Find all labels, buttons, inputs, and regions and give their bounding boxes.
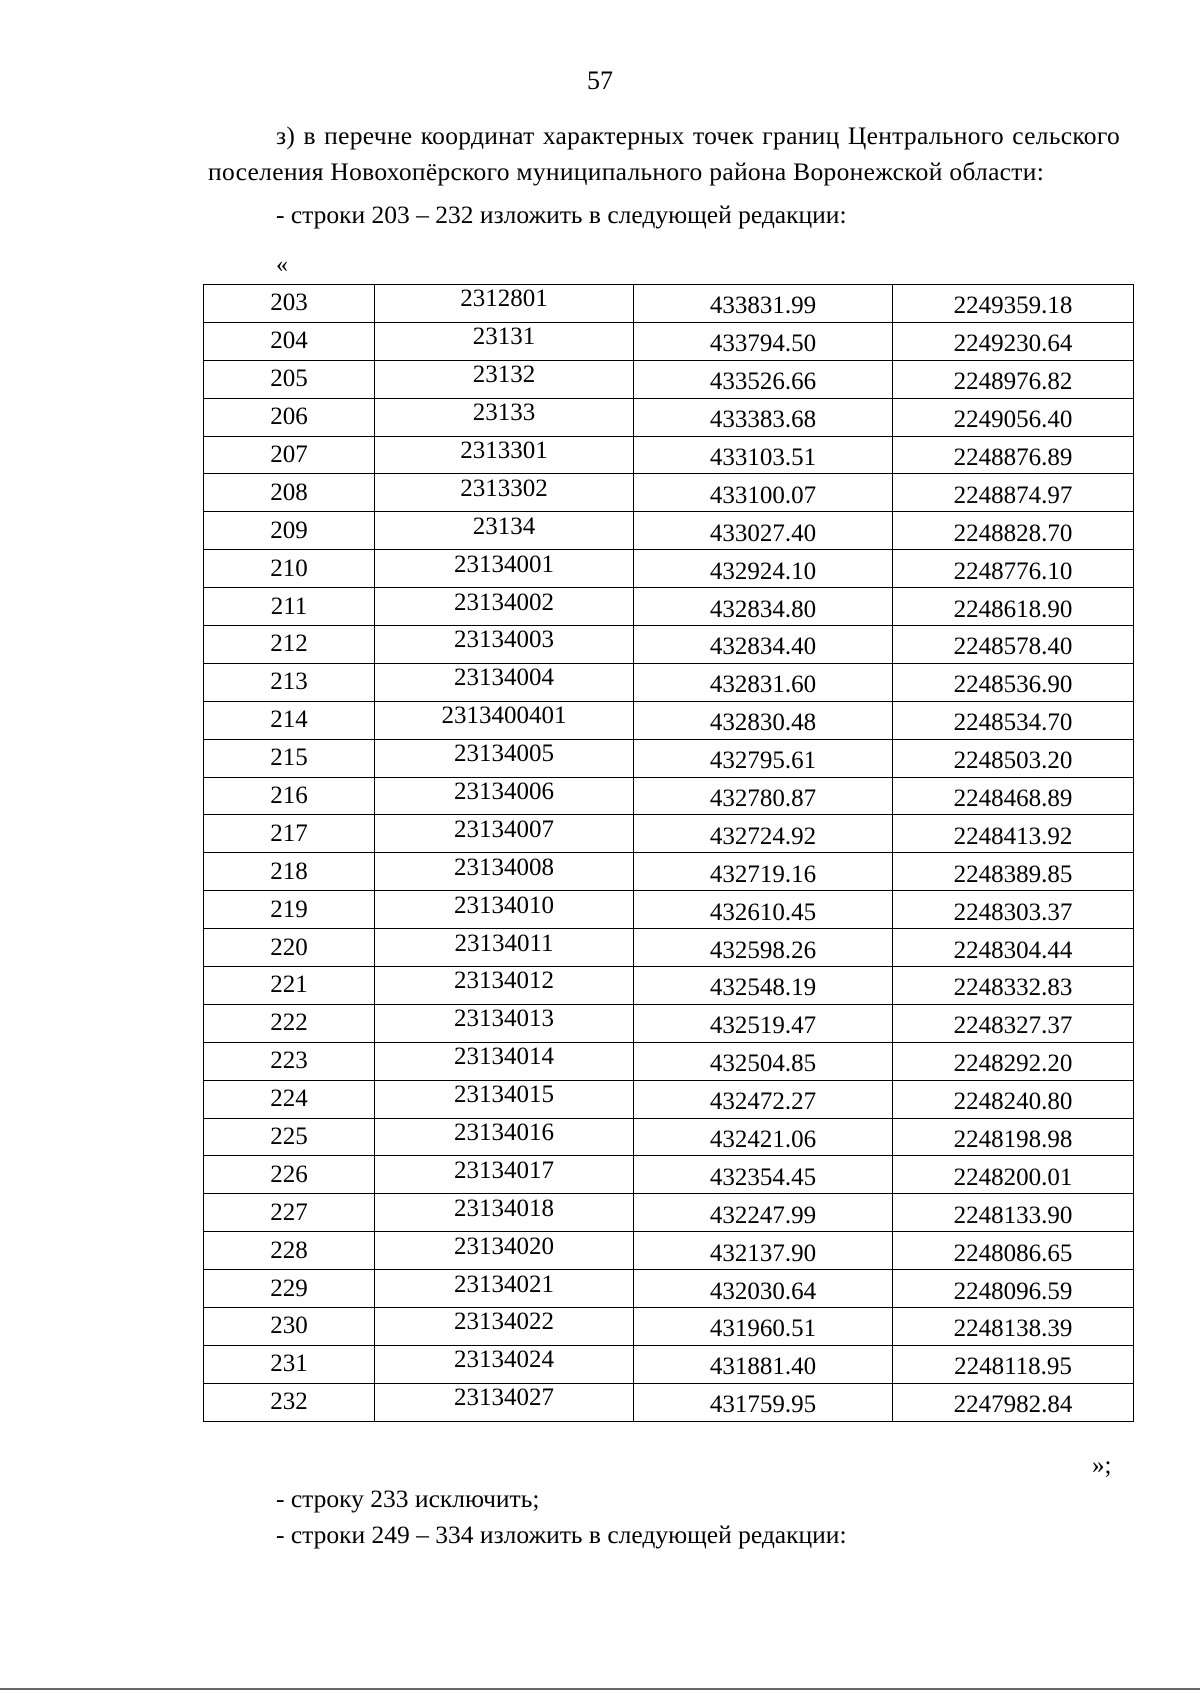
coord-x-cell xyxy=(634,1308,893,1346)
row-number-text: 212 xyxy=(270,630,308,658)
coord-x-cell xyxy=(634,739,893,777)
coord-y-cell xyxy=(893,1232,1134,1270)
row-number-text: 223 xyxy=(270,1047,308,1075)
coord-x-text: 432830.48 xyxy=(709,709,817,737)
point-id-cell xyxy=(375,1004,634,1042)
coord-y-cell xyxy=(893,1156,1134,1194)
coord-y-cell xyxy=(893,701,1134,739)
table-row xyxy=(204,853,1134,891)
coord-y-text: 2248389.85 xyxy=(953,860,1073,888)
coord-x-text: 432834.40 xyxy=(709,633,817,661)
coord-x-cell xyxy=(634,815,893,853)
table-row xyxy=(204,1308,1134,1346)
point-id-cell xyxy=(375,398,634,436)
row-number-text: 218 xyxy=(270,857,308,885)
coord-y-cell xyxy=(893,285,1134,323)
coord-x-text: 433383.68 xyxy=(709,406,817,434)
row-number-text: 214 xyxy=(270,706,308,734)
point-id-text: 23134001 xyxy=(454,550,554,578)
coord-x-text: 431960.51 xyxy=(709,1315,817,1343)
row-number-cell xyxy=(204,853,375,891)
coord-y-cell xyxy=(893,550,1134,588)
coord-y-text: 2248536.90 xyxy=(953,671,1073,699)
coord-y-cell xyxy=(893,1080,1134,1118)
row-number-cell xyxy=(204,512,375,550)
point-id-text: 23134015 xyxy=(454,1081,554,1109)
table-row xyxy=(204,1042,1134,1080)
table-row xyxy=(204,436,1134,474)
row-number-cell xyxy=(204,1308,375,1346)
coord-x-text: 432924.10 xyxy=(709,557,817,585)
row-number-text: 210 xyxy=(270,554,308,582)
row-number-cell xyxy=(204,1042,375,1080)
row-number-cell xyxy=(204,360,375,398)
table-row xyxy=(204,739,1134,777)
table-row xyxy=(204,1080,1134,1118)
point-id-text: 23134004 xyxy=(454,664,554,692)
row-number-cell xyxy=(204,1383,375,1421)
table-row xyxy=(204,663,1134,701)
coord-x-cell xyxy=(634,967,893,1005)
row-number-cell xyxy=(204,398,375,436)
point-id-text: 23134014 xyxy=(454,1043,554,1071)
coord-y-text: 2248240.80 xyxy=(953,1088,1073,1116)
coord-y-cell xyxy=(893,322,1134,360)
point-id-text: 23134016 xyxy=(454,1119,554,1147)
coordinates-table-body xyxy=(204,285,1134,1422)
coord-y-text: 2248874.97 xyxy=(953,481,1073,509)
point-id-text: 2313301 xyxy=(460,437,548,464)
row-number-cell xyxy=(204,1118,375,1156)
table-row xyxy=(204,588,1134,626)
row-number-cell xyxy=(204,891,375,929)
coord-x-cell xyxy=(634,285,893,323)
row-number-cell xyxy=(204,436,375,474)
row-number-cell xyxy=(204,967,375,1005)
coord-x-cell xyxy=(634,474,893,512)
coord-y-cell xyxy=(893,815,1134,853)
point-id-text: 23134003 xyxy=(454,626,554,654)
point-id-text: 23134018 xyxy=(454,1194,554,1222)
page-number: 57 xyxy=(587,66,613,95)
point-id-cell xyxy=(375,777,634,815)
coord-x-cell xyxy=(634,626,893,664)
coord-x-cell xyxy=(634,1270,893,1308)
table-row xyxy=(204,1156,1134,1194)
point-id-text: 23134 xyxy=(472,512,536,540)
coord-x-cell xyxy=(634,853,893,891)
open-quote: « xyxy=(276,252,288,278)
point-id-cell xyxy=(375,1080,634,1118)
row-number-text: 207 xyxy=(270,441,308,468)
amendment-rows-249-334: - строки 249 – 334 изложить в следующей редакции: xyxy=(276,1520,847,1549)
row-number-text: 213 xyxy=(270,668,308,696)
point-id-text: 23134020 xyxy=(454,1232,554,1260)
coord-x-cell xyxy=(634,360,893,398)
point-id-text: 23134010 xyxy=(454,891,554,919)
coord-y-cell xyxy=(893,1270,1134,1308)
point-id-cell xyxy=(375,1118,634,1156)
coord-y-cell xyxy=(893,1345,1134,1383)
coord-y-cell xyxy=(893,853,1134,891)
table-row xyxy=(204,322,1134,360)
coord-x-cell xyxy=(634,322,893,360)
row-number-cell xyxy=(204,663,375,701)
table-row xyxy=(204,398,1134,436)
coord-y-cell xyxy=(893,891,1134,929)
coord-y-text: 2248618.90 xyxy=(953,595,1073,623)
row-number-cell xyxy=(204,701,375,739)
coord-x-cell xyxy=(634,588,893,626)
coord-y-text: 2248828.70 xyxy=(953,519,1073,547)
point-id-text: 23132 xyxy=(472,361,536,389)
point-id-cell xyxy=(375,285,634,323)
point-id-text: 23134017 xyxy=(454,1156,554,1184)
coord-y-text: 2248332.83 xyxy=(953,974,1073,1002)
point-id-cell xyxy=(375,967,634,1005)
row-number-cell xyxy=(204,1270,375,1308)
coord-x-text: 432472.27 xyxy=(709,1088,817,1116)
table-row xyxy=(204,701,1134,739)
coord-x-text: 432834.80 xyxy=(709,595,817,623)
coord-x-text: 432831.60 xyxy=(709,671,817,699)
coord-x-text: 432519.47 xyxy=(709,1012,817,1040)
row-number-cell xyxy=(204,777,375,815)
coord-x-cell xyxy=(634,777,893,815)
point-id-text: 23134013 xyxy=(454,1005,554,1033)
coord-y-text: 2248976.82 xyxy=(953,368,1073,396)
point-id-cell xyxy=(375,512,634,550)
coord-x-cell xyxy=(634,398,893,436)
point-id-cell xyxy=(375,1308,634,1346)
row-number-cell xyxy=(204,1004,375,1042)
point-id-cell xyxy=(375,1270,634,1308)
coord-y-cell xyxy=(893,1004,1134,1042)
point-id-cell xyxy=(375,663,634,701)
coord-x-text: 432598.26 xyxy=(709,936,817,964)
table-row xyxy=(204,1345,1134,1383)
point-id-text: 23134024 xyxy=(454,1346,554,1374)
coord-y-cell xyxy=(893,512,1134,550)
coord-y-cell xyxy=(893,929,1134,967)
row-number-text: 221 xyxy=(270,971,308,999)
point-id-cell xyxy=(375,891,634,929)
coord-y-text: 2248468.89 xyxy=(953,785,1073,813)
table-row xyxy=(204,360,1134,398)
point-id-cell xyxy=(375,739,634,777)
coord-x-text: 432548.19 xyxy=(709,974,817,1002)
coord-y-cell xyxy=(893,1118,1134,1156)
coord-x-cell xyxy=(634,1118,893,1156)
row-number-cell xyxy=(204,929,375,967)
coord-x-cell xyxy=(634,1004,893,1042)
table-row xyxy=(204,1118,1134,1156)
row-number-text: 229 xyxy=(270,1274,308,1302)
coord-x-text: 432504.85 xyxy=(709,1050,817,1078)
coord-x-cell xyxy=(634,663,893,701)
coord-x-text: 433794.50 xyxy=(709,330,817,358)
row-number-cell xyxy=(204,739,375,777)
coord-y-cell xyxy=(893,1308,1134,1346)
coord-x-text: 433831.99 xyxy=(709,292,817,320)
point-id-cell xyxy=(375,588,634,626)
coord-x-cell xyxy=(634,1156,893,1194)
point-id-text: 23134006 xyxy=(454,778,554,806)
point-id-text: 23134005 xyxy=(454,740,554,768)
row-number-text: 203 xyxy=(270,289,308,317)
coord-y-cell xyxy=(893,663,1134,701)
coord-y-text: 2249359.18 xyxy=(953,292,1073,320)
coord-x-text: 431881.40 xyxy=(709,1353,817,1381)
coord-x-text: 432137.90 xyxy=(709,1239,817,1267)
row-number-cell xyxy=(204,1232,375,1270)
point-id-cell xyxy=(375,815,634,853)
coord-y-cell xyxy=(893,967,1134,1005)
coord-x-text: 432724.92 xyxy=(709,822,817,850)
point-id-text: 23134007 xyxy=(454,815,554,843)
coord-x-text: 432354.45 xyxy=(709,1163,817,1191)
coord-y-text: 2248303.37 xyxy=(953,898,1073,926)
coord-y-text: 2248133.90 xyxy=(953,1201,1073,1229)
coord-y-text: 2248876.89 xyxy=(953,444,1073,471)
point-id-text: 2313400401 xyxy=(441,702,567,730)
row-number-cell xyxy=(204,322,375,360)
point-id-text: 23134027 xyxy=(454,1384,554,1412)
coord-x-text: 432030.64 xyxy=(709,1277,817,1305)
point-id-text: 23133 xyxy=(472,399,536,427)
row-number-cell xyxy=(204,588,375,626)
row-number-cell xyxy=(204,1080,375,1118)
point-id-cell xyxy=(375,1383,634,1421)
coord-x-cell xyxy=(634,512,893,550)
coord-x-text: 431759.95 xyxy=(709,1391,817,1419)
table-row xyxy=(204,1232,1134,1270)
coord-y-cell xyxy=(893,398,1134,436)
point-id-cell xyxy=(375,1042,634,1080)
table-row xyxy=(204,777,1134,815)
row-number-cell xyxy=(204,1345,375,1383)
coord-x-cell xyxy=(634,929,893,967)
row-number-cell xyxy=(204,815,375,853)
point-id-cell xyxy=(375,550,634,588)
point-id-text: 23134011 xyxy=(454,929,554,957)
coordinates-table xyxy=(203,284,1134,1422)
coord-x-cell xyxy=(634,1383,893,1421)
coord-y-cell xyxy=(893,588,1134,626)
coord-y-cell xyxy=(893,436,1134,474)
row-number-text: 230 xyxy=(270,1312,308,1340)
table-row xyxy=(204,512,1134,550)
coord-x-cell xyxy=(634,1232,893,1270)
coord-y-cell xyxy=(893,1194,1134,1232)
coord-y-text: 2248776.10 xyxy=(953,557,1073,585)
coord-x-text: 432247.99 xyxy=(709,1201,817,1229)
table-row xyxy=(204,815,1134,853)
coord-y-cell xyxy=(893,1042,1134,1080)
table-row xyxy=(204,626,1134,664)
row-number-text: 211 xyxy=(270,592,308,620)
coord-x-cell xyxy=(634,701,893,739)
coord-x-cell xyxy=(634,1042,893,1080)
table-row xyxy=(204,1383,1134,1421)
point-id-cell xyxy=(375,929,634,967)
coord-y-text: 2248578.40 xyxy=(953,633,1073,661)
row-number-text: 215 xyxy=(270,744,308,772)
coord-x-cell xyxy=(634,436,893,474)
table-row xyxy=(204,967,1134,1005)
point-id-cell xyxy=(375,626,634,664)
point-id-text: 23134022 xyxy=(454,1308,554,1336)
coord-x-text: 433103.51 xyxy=(709,444,817,471)
point-id-text: 23131 xyxy=(472,323,536,351)
coord-x-text: 432780.87 xyxy=(709,785,817,813)
point-id-cell xyxy=(375,322,634,360)
point-id-cell xyxy=(375,1194,634,1232)
row-number-cell xyxy=(204,285,375,323)
row-number-text: 206 xyxy=(270,403,308,431)
row-number-text: 231 xyxy=(270,1350,308,1378)
coord-x-cell xyxy=(634,1080,893,1118)
row-number-text: 222 xyxy=(270,1009,308,1037)
table-row xyxy=(204,1270,1134,1308)
coord-y-cell xyxy=(893,777,1134,815)
table-row xyxy=(204,891,1134,929)
coord-y-cell xyxy=(893,1383,1134,1421)
row-number-text: 232 xyxy=(270,1388,308,1416)
close-quote: »; xyxy=(1092,1452,1112,1479)
point-id-cell xyxy=(375,436,634,474)
table-row xyxy=(204,929,1134,967)
coord-y-text: 2248138.39 xyxy=(953,1315,1073,1343)
coord-y-text: 2248086.65 xyxy=(953,1239,1073,1267)
point-id-text: 23134008 xyxy=(454,853,554,881)
coord-y-cell xyxy=(893,626,1134,664)
row-number-text: 227 xyxy=(270,1198,308,1226)
table-row xyxy=(204,285,1134,323)
coord-y-text: 2248096.59 xyxy=(953,1277,1073,1305)
row-number-text: 220 xyxy=(270,933,308,961)
coord-x-text: 432610.45 xyxy=(709,898,817,926)
coord-x-cell xyxy=(634,1194,893,1232)
point-id-cell xyxy=(375,1232,634,1270)
coord-x-cell xyxy=(634,550,893,588)
point-id-cell xyxy=(375,853,634,891)
coord-y-text: 2248292.20 xyxy=(953,1050,1073,1078)
row-number-cell xyxy=(204,1156,375,1194)
table-row xyxy=(204,474,1134,512)
page-bottom-edge xyxy=(0,1688,1200,1690)
coord-y-text: 2247982.84 xyxy=(953,1391,1073,1419)
table-row xyxy=(204,1194,1134,1232)
point-id-cell xyxy=(375,1345,634,1383)
row-number-text: 205 xyxy=(270,365,308,393)
row-number-text: 204 xyxy=(270,327,308,355)
point-id-cell xyxy=(375,1156,634,1194)
row-number-cell xyxy=(204,1194,375,1232)
row-number-text: 208 xyxy=(270,478,308,506)
table-row xyxy=(204,1004,1134,1042)
point-id-text: 2313302 xyxy=(460,474,548,502)
row-number-text: 216 xyxy=(270,782,308,810)
table-row xyxy=(204,550,1134,588)
coord-y-text: 2248198.98 xyxy=(953,1126,1073,1154)
coord-x-text: 432795.61 xyxy=(709,747,817,775)
coord-y-text: 2248327.37 xyxy=(953,1012,1073,1040)
coord-y-text: 2248304.44 xyxy=(953,936,1073,964)
amendment-exclude-233: - строку 233 исключить; xyxy=(276,1484,540,1513)
row-number-text: 225 xyxy=(270,1123,308,1151)
coord-y-text: 2248413.92 xyxy=(953,822,1073,850)
point-id-cell xyxy=(375,474,634,512)
coord-x-cell xyxy=(634,1345,893,1383)
point-id-cell xyxy=(375,360,634,398)
point-id-text: 2312801 xyxy=(460,285,548,313)
point-id-text: 23134002 xyxy=(454,588,554,616)
row-number-cell xyxy=(204,550,375,588)
coord-x-text: 433027.40 xyxy=(709,519,817,547)
coord-y-text: 2249230.64 xyxy=(953,330,1073,358)
coord-y-text: 2248200.01 xyxy=(953,1163,1073,1191)
row-number-text: 226 xyxy=(270,1160,308,1188)
row-number-text: 224 xyxy=(270,1085,308,1113)
row-number-cell xyxy=(204,626,375,664)
row-number-text: 219 xyxy=(270,895,308,923)
coord-y-text: 2249056.40 xyxy=(953,406,1073,434)
coord-x-text: 432719.16 xyxy=(709,860,817,888)
row-number-cell xyxy=(204,474,375,512)
coord-x-text: 432421.06 xyxy=(709,1126,817,1154)
row-number-text: 209 xyxy=(270,516,308,544)
coord-x-text: 433100.07 xyxy=(709,481,817,509)
point-id-text: 23134021 xyxy=(454,1270,554,1298)
intro-paragraph: з) в перечне координат характерных точек границ Центрального сельского поселения Новохопёрского муниципального района Воронежской области: xyxy=(208,121,1120,186)
coord-y-cell xyxy=(893,739,1134,777)
coord-y-text: 2248534.70 xyxy=(953,709,1073,737)
point-id-cell xyxy=(375,701,634,739)
coord-x-cell xyxy=(634,891,893,929)
row-number-text: 217 xyxy=(270,819,308,847)
amendment-rows-203-232: - строки 203 – 232 изложить в следующей редакции: xyxy=(276,200,847,229)
coord-y-cell xyxy=(893,360,1134,398)
coord-x-text: 433526.66 xyxy=(709,368,817,396)
point-id-text: 23134012 xyxy=(454,967,554,995)
coord-y-text: 2248503.20 xyxy=(953,747,1073,775)
coord-y-text: 2248118.95 xyxy=(954,1353,1072,1381)
coord-y-cell xyxy=(893,474,1134,512)
row-number-text: 228 xyxy=(270,1236,308,1264)
